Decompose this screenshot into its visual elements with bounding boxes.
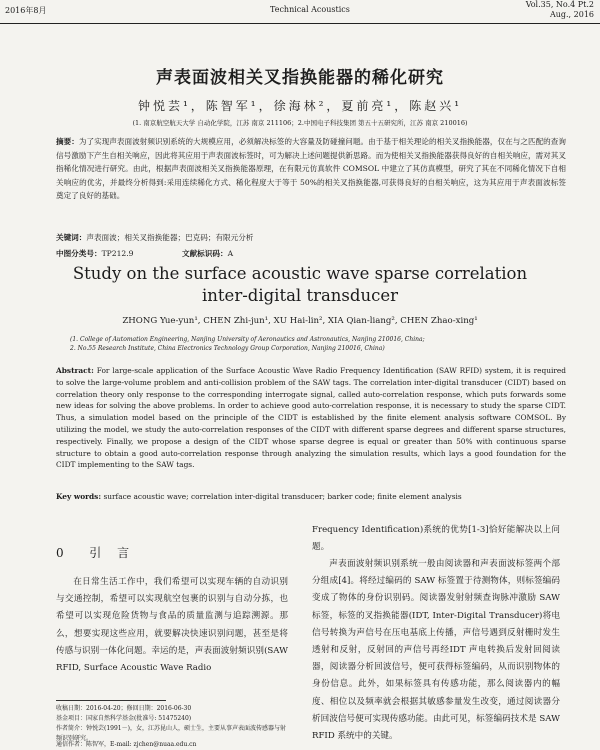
english-affiliation-1: (1. College of Automation Engineering, Nanjing University of Aeronautics and Astronautics, Nanjing 210016, China; [70, 336, 425, 343]
right-column-body-1: Frequency Identification)系统的优势[1-3]恰好能解决以上问题。 [312, 525, 560, 553]
footnote-rule [56, 700, 166, 701]
chinese-keywords-label: 关键词： [56, 233, 87, 242]
english-abstract [56, 365, 566, 471]
chinese-affiliation: (1. 南京航空航天大学 自动化学院，江苏 南京 211106；2.中国电子科技集团 第五十五研究所，江苏 南京 210016) [132, 119, 468, 127]
header-date: 2016年8月 [5, 6, 47, 15]
clc-code [56, 248, 133, 259]
chinese-abstract [56, 135, 566, 203]
footnote-fund: 基金项目：国家自然科学基金(批准号: 51475240) [56, 715, 192, 722]
document-code [182, 248, 233, 259]
chinese-authors: 钟悦芸¹，陈智军¹，徐海林²，夏前亮¹，陈赵兴¹ [137, 99, 463, 113]
chinese-title: 声表面波相关叉指换能器的稀化研究 [156, 68, 444, 88]
right-column-body-2: 声表面波射频识别系统一般由阅读器和声表面波标签两个部分组成[4]。将经过编码的 SAW 标签置于待测物体，则标签编码变成了物体的身份识别码。阅读器发射射频查询脉冲激励 SAW 标签，标签的叉指换能器(IDT, Inter-Digital Transducer)将电信号转换为声信号在压电基底上传播，声信号遇到反射栅时发生透射和反射，反射回的声信号再经IDT 声电转换后发射回阅读器，阅读器分析回波信号，便可获得标签编码，从而识别物体的身份信息。此外，如果标签具有传感功能，那么阅读器内的幅度、相位以及频率就会根据其敏感参量发生改变，通过阅读器分析回波信号便可实现传感功能。由此可见，标签编码技术是 SAW RFID 系统中的关键。 [312, 559, 560, 742]
document-code-value: A [227, 249, 234, 258]
english-title-line-2: inter-digital transducer [202, 286, 398, 305]
english-keywords-label: Key words: [56, 492, 102, 501]
english-affiliation-2: 2. No.55 Research Institute, China Electronics Technology Group Corporation, Nanjing 210016, China) [70, 345, 385, 352]
section-number: 0 [56, 546, 70, 560]
chinese-abstract-text: 为了实现声表面波射频识别系统的大规模应用，必须解决标签的大容量及防碰撞问题。由于基于相关理论的相关叉指换能器，仅在与之匹配的查询信号激励下产生自相关响应，因此将其应用于声表面波标签时，可为解决上述问题提供新思路。而为使相关叉指换能器获得良好的自相关响应，需对其叉指稀化情况进行研究。由此，根据声表面波相关叉指换能器原理，在有限元仿真软件 COMSOL 中建立了其仿真模型，研究了其在不同稀化情况下自相关响应的优劣，并最终分析得到:采用连续稀化方式、稀化程度大于等于 50%的相关叉指换能器,可获得良好的自相关响应，这为其应用于声表面波标签奠定了良好的基础。 [56, 137, 566, 200]
chinese-keywords-text: 声表面波；相关叉指换能器；巴克码；有限元分析 [86, 233, 254, 242]
left-column-body: 在日常生活工作中，我们希望可以实现车辆的自动识别与交通控制，希望可以实现航空包裹的识别与自动分拣，也希望可以实现危险货物与食品的质量监测与追踪溯源。那么，想要实现这些应用，就要解决快速识别问题，甚至是将传感与识别一体化问题。幸运的是，声表面波射频识别(SAW RFID, Surface Acoustic Wave Radio [56, 577, 288, 674]
document-code-label: 文献标识码： [182, 249, 228, 258]
footnote-received: 收稿日期：2016-04-20；修回日期：2016-06-30 [56, 705, 192, 712]
clc-label: 中图分类号： [56, 249, 102, 258]
english-keywords-text: surface acoustic wave; correlation inter-digital transducer; barker code; finite element analysis [103, 492, 462, 501]
section-heading [56, 544, 135, 561]
header-volume: Vol.35, No.4 Pt.2 [525, 0, 594, 9]
chinese-abstract-label: 摘要： [56, 137, 79, 146]
english-abstract-text: For large-scale application of the Surface Acoustic Wave Radio Frequency Identification (SAW RFID) system, it is required to solve the large-volume problem and anti-collision problem of the SAW tags. The correlation inter-digital transducer (CIDT) based on correlation theory only response to the corresponding interrogate signal, called auto-correlation response, which puts forwards some new ideas for solving the above problems. In order to achieve good auto-correlation response, it is necessary to study the sparse CIDT. Thus, a simulation model based on the principle of the CIDT is established by the finite element analysis software COMSOL. By utilizing the model, we study the auto-correlation responses of the CIDT with different sparse degrees and different sparse structures, respectively. Finally, we propose a design of the CIDT whose sparse degree is equal or greater than 50% with continuous sparse structure to obtain a good auto-correlation response through analyzing the simulation results, which lays a good foundation for the CIDT implementing to the SAW tags. [56, 366, 566, 470]
english-title [0, 263, 600, 307]
header-rule [0, 23, 600, 24]
chinese-keywords [56, 231, 566, 245]
header-journal: Technical Acoustics [270, 5, 350, 14]
footnote-contact: 通信作者：陈智军，E-mail: zjchen@nuaa.edu.cn [56, 741, 197, 748]
english-title-line-1: Study on the surface acoustic wave sparse correlation [72, 264, 528, 283]
clc-value: TP212.9 [101, 249, 134, 258]
header-issue-date: Aug., 2016 [549, 10, 594, 19]
english-abstract-label: Abstract: [56, 366, 94, 375]
section-title: 引 言 [89, 546, 136, 560]
footnote-author-bio: 作者简介：钟悦芸(1991－)，女，江苏昆山人，硕士生，主要从事声表面波传感器与射频识别研究。 [56, 725, 286, 742]
english-keywords [56, 490, 566, 504]
english-authors: ZHONG Yue-yun¹, CHEN Zhi-jun¹, XU Hai-lin², XIA Qian-liang², CHEN Zhao-xing¹ [122, 316, 478, 326]
